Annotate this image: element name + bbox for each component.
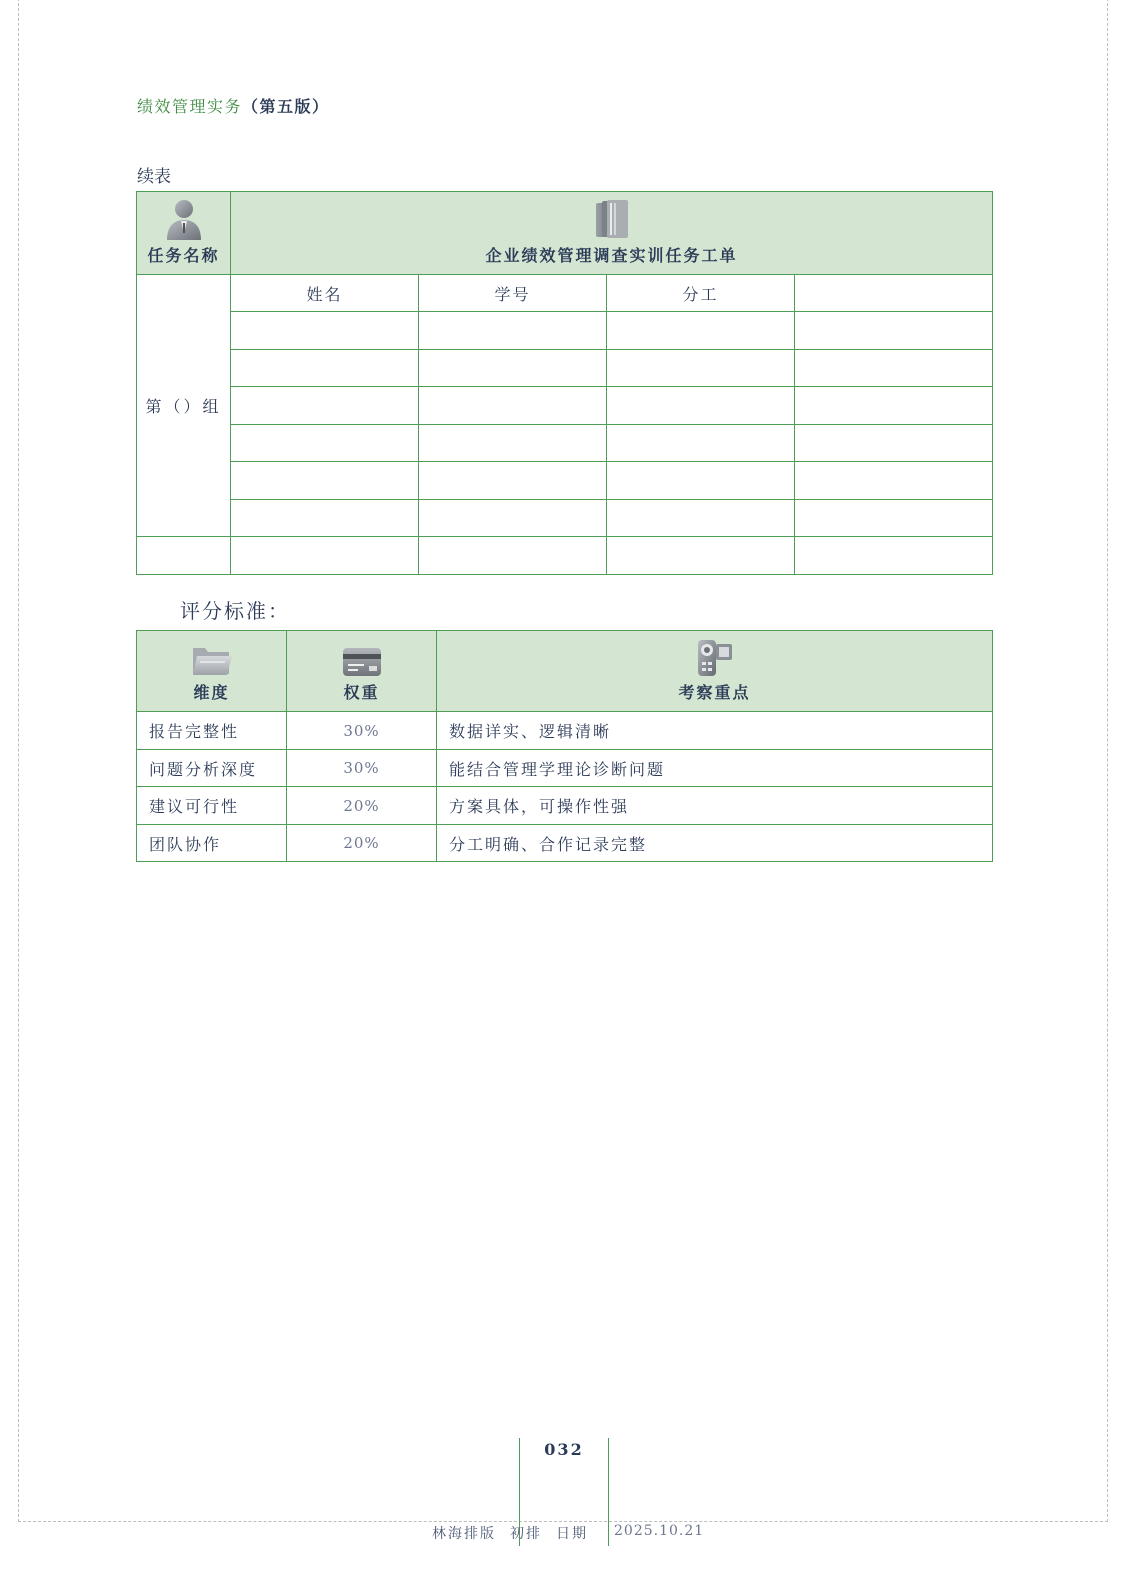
member-id-cell[interactable] — [419, 350, 607, 387]
weight-cell: 30% — [287, 712, 437, 750]
member-role-cell[interactable] — [607, 312, 795, 350]
member-role-cell[interactable] — [607, 350, 795, 387]
card-icon — [342, 646, 382, 678]
typesetting-note — [432, 1523, 602, 1543]
folio-rule-right — [608, 1438, 609, 1546]
scoring-table — [136, 630, 993, 862]
weight-cell: 30% — [287, 750, 437, 787]
dimension-cell: 问题分析深度 — [137, 750, 287, 787]
focus-cell: 分工明确、合作记录完整 — [437, 825, 993, 862]
column-header-role: 分工 — [607, 275, 795, 312]
task-title-header — [231, 192, 993, 275]
weight-cell: 20% — [287, 787, 437, 825]
member-extra-cell[interactable] — [795, 500, 993, 537]
member-name-cell[interactable] — [231, 387, 419, 425]
task-name-header — [137, 192, 231, 275]
member-id-cell[interactable] — [419, 387, 607, 425]
focus-header-label: 考察重点 — [678, 683, 751, 702]
person-icon — [164, 199, 204, 241]
dimension-header — [137, 631, 287, 712]
member-row — [137, 500, 993, 537]
focus-cell: 能结合管理学理论诊断问题 — [437, 750, 993, 787]
dimension-cell: 团队协作 — [137, 825, 287, 862]
member-extra-cell[interactable] — [795, 387, 993, 425]
dimension-cell: 建议可行性 — [137, 787, 287, 825]
member-name-cell[interactable] — [231, 500, 419, 537]
member-row — [137, 462, 993, 500]
dimension-header-label: 维度 — [193, 683, 230, 702]
column-header-blank — [795, 275, 993, 312]
task-sheet-table — [136, 191, 993, 575]
table-row — [137, 825, 993, 862]
typesetter-label: 林海排版 — [432, 1526, 496, 1542]
task-title: 企业绩效管理调查实训任务工单 — [485, 246, 738, 265]
scoring-heading: 评分标准： — [180, 599, 290, 623]
member-id-cell[interactable] — [419, 425, 607, 462]
binder-icon — [594, 199, 630, 241]
member-name-cell[interactable] — [231, 350, 419, 387]
table-row — [137, 787, 993, 825]
column-header-name: 姓名 — [231, 275, 419, 312]
page-number: 032 — [544, 1440, 584, 1459]
member-role-cell[interactable] — [607, 462, 795, 500]
member-row — [137, 312, 993, 350]
member-extra-cell[interactable] — [795, 312, 993, 350]
edition-label: （第五版） — [242, 97, 330, 116]
running-head — [137, 94, 330, 117]
table-footer-row — [137, 537, 993, 575]
member-name-cell[interactable] — [231, 425, 419, 462]
member-role-cell[interactable] — [607, 500, 795, 537]
weight-header-label: 权重 — [343, 683, 380, 702]
stage-label: 初排 — [510, 1526, 542, 1542]
member-row — [137, 425, 993, 462]
weight-header — [287, 631, 437, 712]
typesetting-date: 2025.10.21 — [614, 1523, 705, 1539]
focus-cell: 数据详实、逻辑清晰 — [437, 712, 993, 750]
table-row — [137, 712, 993, 750]
member-row — [137, 350, 993, 387]
column-header-student-id: 学号 — [419, 275, 607, 312]
footer-blank-cell[interactable] — [607, 537, 795, 575]
footer-blank-cell[interactable] — [231, 537, 419, 575]
footer-blank-cell[interactable] — [419, 537, 607, 575]
table-row — [137, 750, 993, 787]
member-role-cell[interactable] — [607, 387, 795, 425]
member-extra-cell[interactable] — [795, 425, 993, 462]
group-label: 第（）组 — [137, 275, 231, 537]
focus-cell: 方案具体，可操作性强 — [437, 787, 993, 825]
focus-header — [437, 631, 993, 712]
date-label: 日期 — [556, 1526, 588, 1542]
folder-icon — [191, 642, 233, 678]
weight-cell: 20% — [287, 825, 437, 862]
member-id-cell[interactable] — [419, 500, 607, 537]
task-name-label: 任务名称 — [147, 246, 220, 265]
member-name-cell[interactable] — [231, 312, 419, 350]
member-extra-cell[interactable] — [795, 462, 993, 500]
book-title: 绩效管理实务 — [137, 97, 243, 116]
member-extra-cell[interactable] — [795, 350, 993, 387]
member-role-cell[interactable] — [607, 425, 795, 462]
member-id-cell[interactable] — [419, 312, 607, 350]
member-name-cell[interactable] — [231, 462, 419, 500]
camera-icon — [695, 638, 735, 678]
dimension-cell: 报告完整性 — [137, 712, 287, 750]
footer-blank-cell[interactable] — [137, 537, 231, 575]
continued-label: 续表 — [137, 167, 171, 187]
member-id-cell[interactable] — [419, 462, 607, 500]
member-row — [137, 387, 993, 425]
footer-blank-cell[interactable] — [795, 537, 993, 575]
